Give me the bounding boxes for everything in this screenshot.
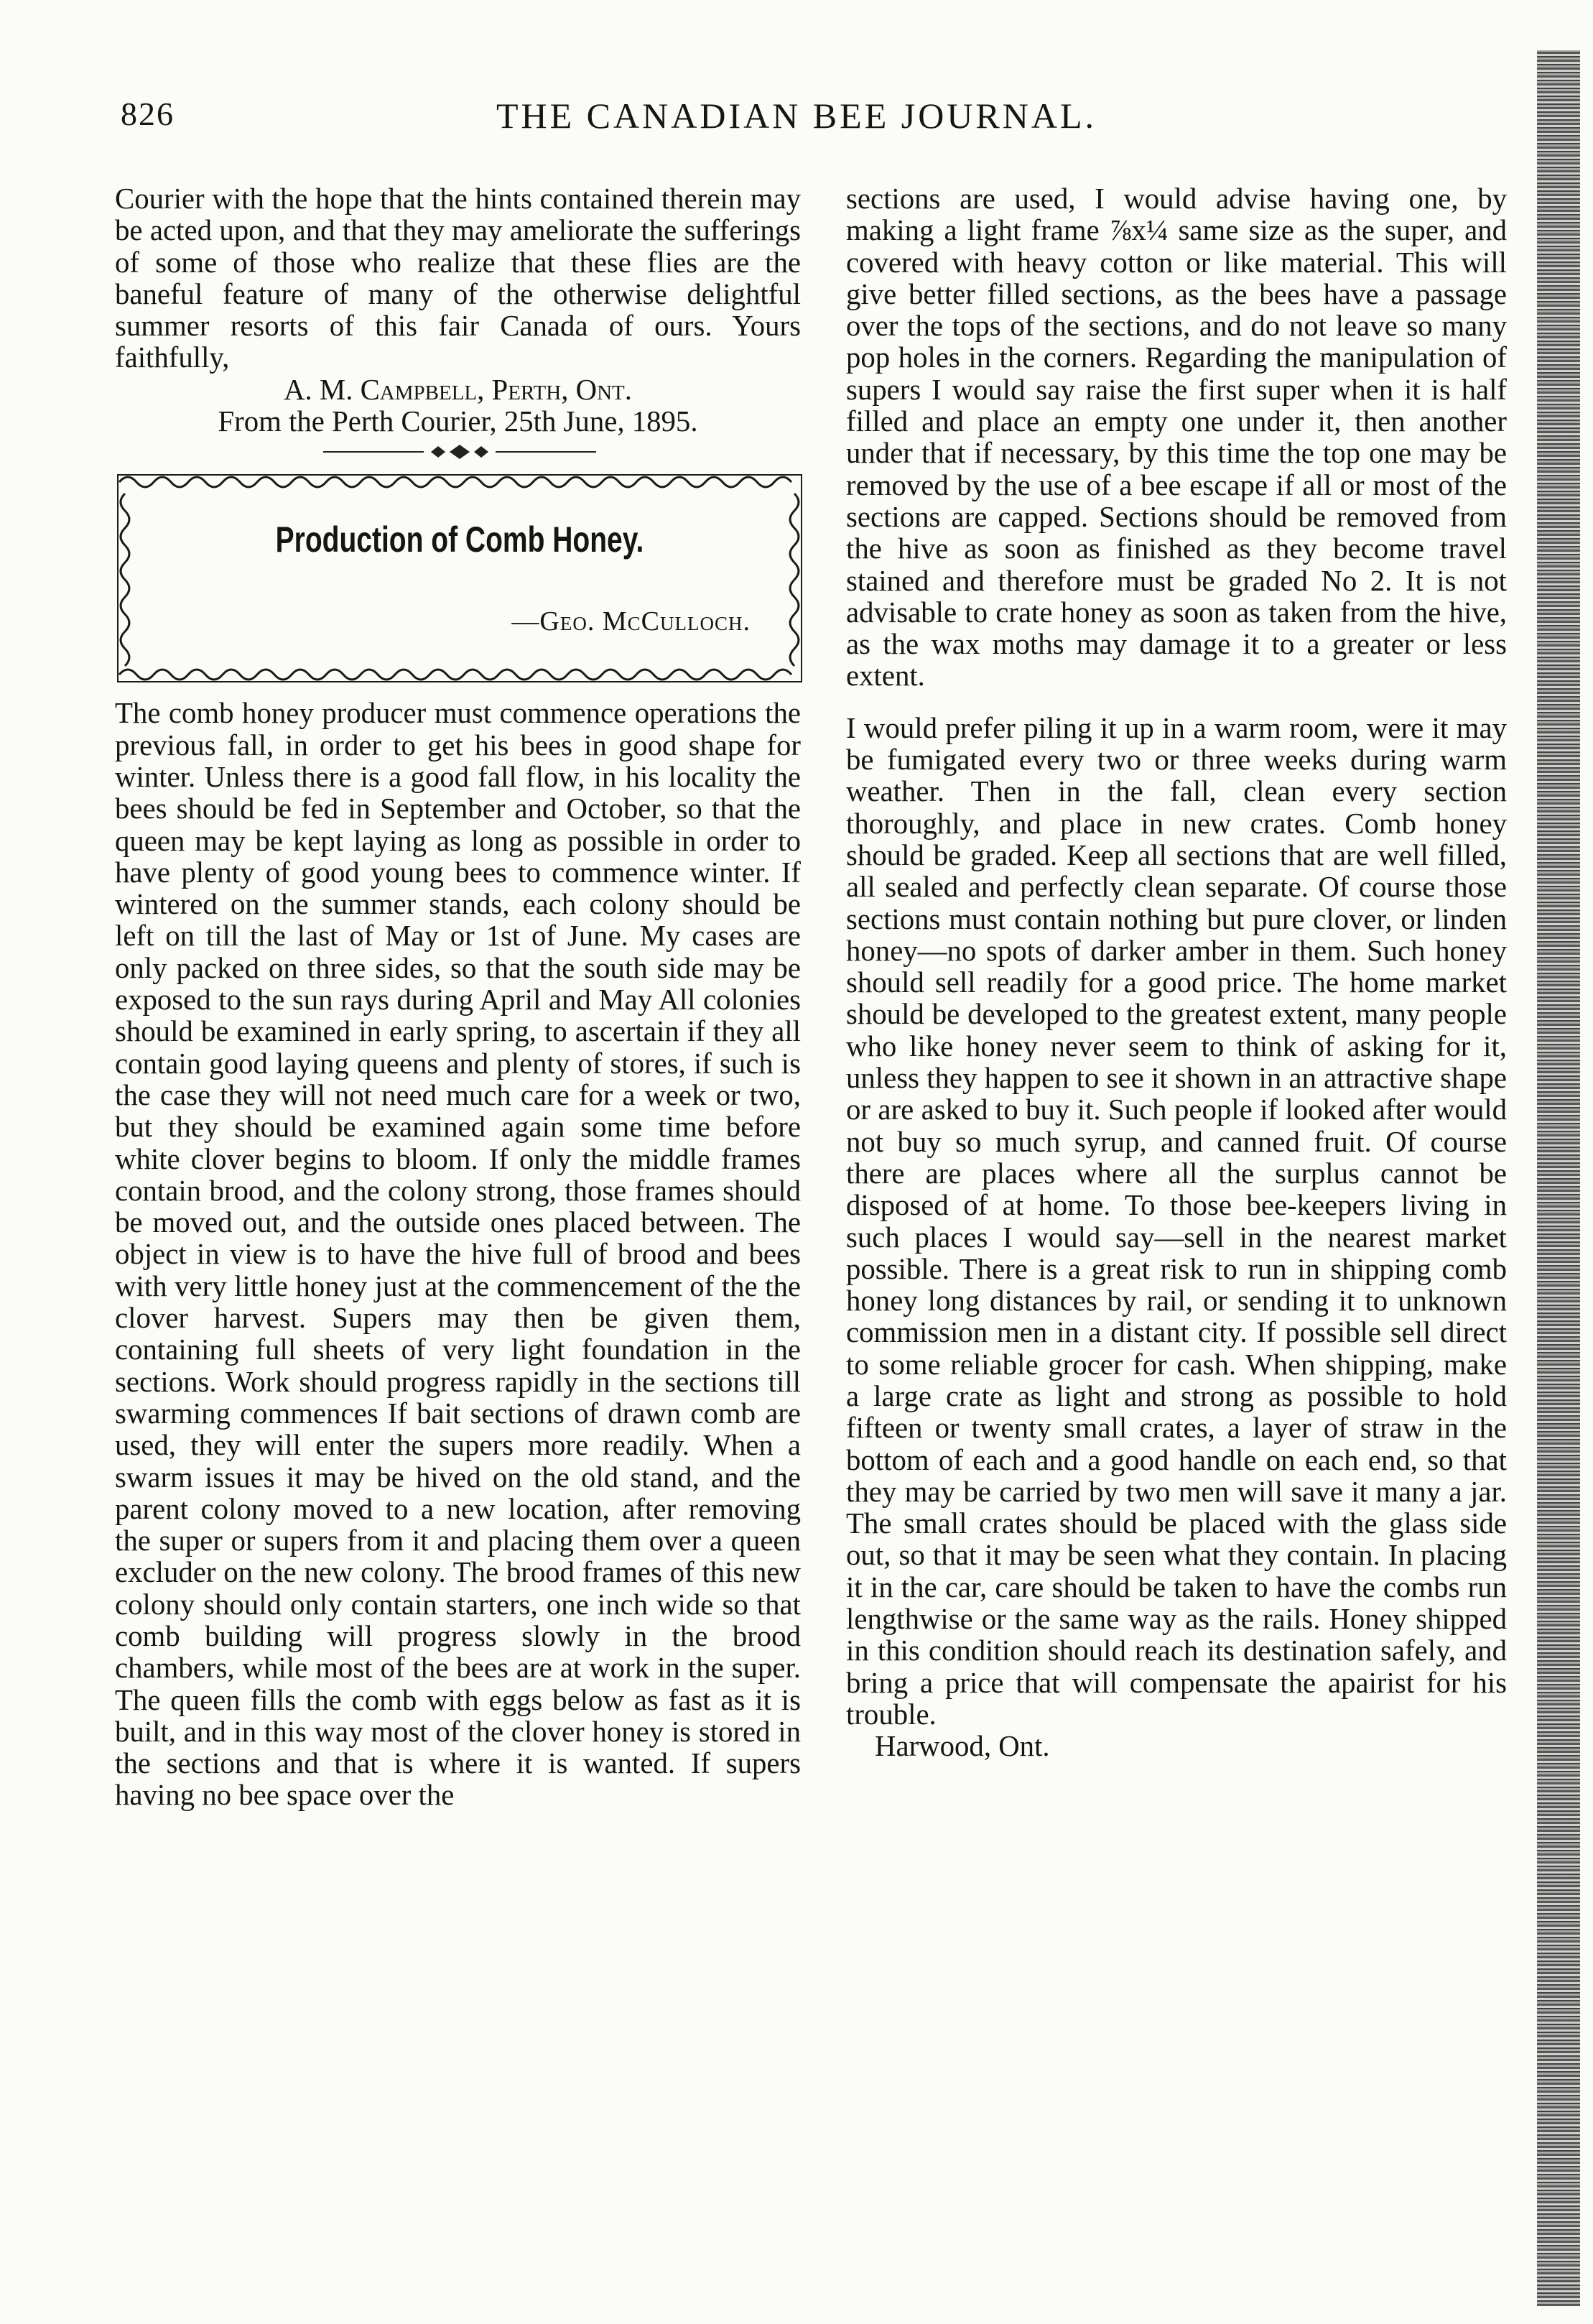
opening-paragraph: Courier with the hope that the hints contained therein may be acted upon, and that they may ameliorate the sufferings of some of those who realize that these flies are the baneful feature of many of the otherwise delightful summer resorts of this fair Canada of ours. Yours faithfully, <box>115 182 801 374</box>
journal-title: THE CANADIAN BEE JOURNAL. <box>496 96 1097 136</box>
source-line: From the Perth Courier, 25th June, 1895. <box>218 405 698 438</box>
left-column <box>115 183 801 1812</box>
article-body-paragraph: The comb honey producer must commence operations the previous fall, in order to get his bees in good shape for winter. Unless there is a good fall flow, in his locality the bees should be fed in September and October, so that the queen may be kept laying as long as possible in order to have plenty of good young bees to commence winter. If wintered on the summer stands, each colony should be left on till the last of May or 1st of June. My cases are only packed on three sides, so that the south side may be exposed to the sun rays during April and May All colonies should be examined in early spring, to ascertain if they all contain good laying queens and plenty of stores, if such is the case they will not need much care for a week or two, but they should be examined again some time before white clover begins to bloom. If only the middle frames contain brood, and the colony strong, those frames should be moved out, and the outside ones placed between. The object in view is to have the hive full of brood and bees with very little honey just at the commencement of the the clover harvest. Supers may then be given them, containing full sheets of very light foundation in the sections. Work should progress rapidly in the sections till swarming commences If bait sections of drawn comb are used, they will enter the supers more readily. When a swarm issues it may be hived on the old stand, and the parent colony moved to a new location, after removing the super or supers from it and placing them over a queen excluder on the new colony. The brood frames of this new colony should only contain starters, one inch wide so that comb building will progress slowly in the brood chambers, while most of the bees are at work in the super. The queen fills the comb with eggs below as fast as it is built, and in this way most of the clover honey is stored in the sections and that is where it is wanted. If supers having no bee space over the <box>115 697 801 1812</box>
scan-binding-edge <box>1537 50 1580 2306</box>
page-number: 826 <box>121 96 175 132</box>
signature: A. M. Campbell, Perth, Ont. <box>284 373 632 406</box>
page-header <box>0 95 1593 145</box>
ornamental-divider <box>115 438 801 466</box>
divider-ornament-icon <box>323 443 596 460</box>
right-paragraph-2: I would prefer piling it up in a warm room, were it may be fumigated every two or three weeks during warm weather. Then in the fall, clean every section thoroughly, and place in new crates. Comb honey should be graded. Keep all sections that are well filled, all sealed and perfectly clean separate. Of course those sections must contain nothing but pure clover, or linden honey—no spots of darker amber in them. Such honey should sell readily for a good price. The home market should be developed to the greatest extent, many people who like honey never seem to think of asking for it, unless they happen to see it shown in an attractive shape or are asked to buy it. Such people if looked after would not buy so much syrup, and canned fruit. Of course there are places where all the surplus cannot be disposed of at home. To those bee-keepers living in such places I would say—sell in the nearest market possible. There is a great risk to run in shipping comb honey long distances by rail, or sending it to unknown commission men in a distant city. If possible sell direct to some reliable grocer for cash. When shipping, make a large crate as light and strong as possible to hold fifteen or twenty small crates, a layer of straw in the bottom of each and a good handle on each end, so that they may be carried by two men will save it many a jar. The small crates should be placed with the glass side out, so that it may be seen what they contain. In placing it in the car, care should be taken to have the combs run lengthwise or the same way as the rails. Honey shipped in this condition should reach its destination safely, and bring a price that will compensate the apairist for his trouble. <box>846 711 1507 1731</box>
right-paragraph-1: sections are used, I would advise having one, by making a light frame ⅞x¼ same size as the super, and covered with heavy cotton or like material. This will give better filled sections, as the bees have a passage over the tops of the sections, and do not leave so many pop holes in the corners. Regarding the manipulation of supers I would say raise the first super when it is half filled and place an empty one under it, then another under that if necessary, by this time the top one may be removed by the use of a bee escape if all or most of the sections are capped. Sections should be removed from the hive as soon as finished as they become travel stained and therefore must be graded No 2. It is not advisable to crate honey as soon as taken from the hive, as the wax moths may damage it to a greater or less extent. <box>846 182 1507 693</box>
article-title: Production of Comb Honey. <box>275 519 644 560</box>
closing-place: Harwood, Ont. <box>875 1730 1050 1763</box>
right-column <box>846 183 1507 1763</box>
article-author: —Geo. McCulloch. <box>511 606 751 637</box>
article-title-box <box>115 472 801 685</box>
ornamental-border-icon <box>115 472 804 685</box>
paragraph-gap <box>846 693 1507 713</box>
